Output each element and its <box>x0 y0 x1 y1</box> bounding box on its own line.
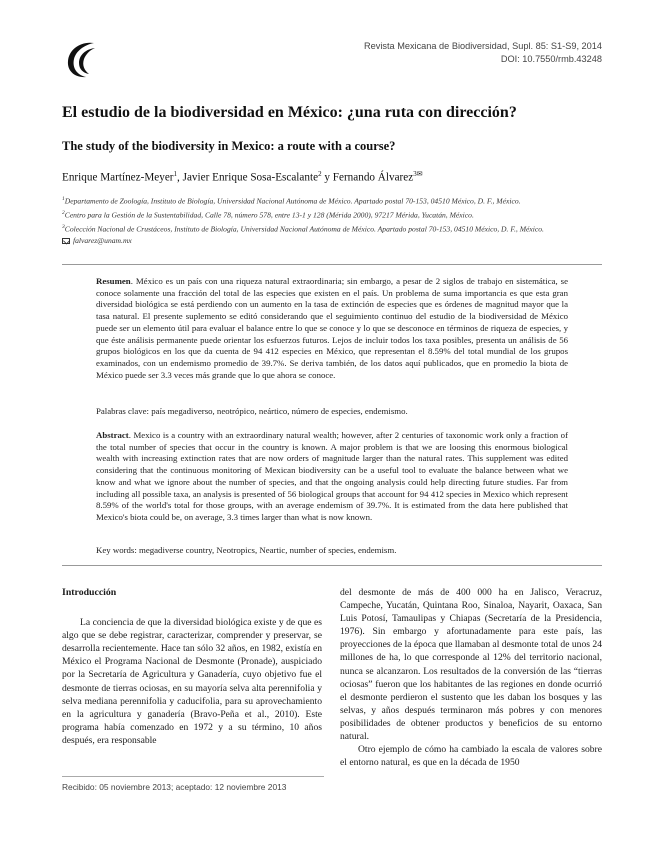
journal-citation: Revista Mexicana de Biodiversidad, Supl. 85: S1-S9, 2014 <box>364 41 602 51</box>
divider <box>62 264 602 265</box>
abstract-label: Abstract <box>96 430 129 440</box>
affiliations <box>62 194 602 246</box>
journal-header <box>364 40 602 65</box>
author-name: Fernando Álvarez <box>332 171 414 184</box>
affiliation-text: Departamento de Zoología, Instituto de Biología, Universidad Nacional Autónoma de México. Apartado postal 70-153, 04510 México, D. F., México. <box>64 196 521 206</box>
affiliation <box>62 208 602 221</box>
corresponding-email <box>62 236 602 246</box>
author-affiliation-mark: 1 <box>173 170 178 178</box>
author-affiliation-mark: 2 <box>318 170 322 178</box>
journal-doi: DOI: 10.7550/rmb.43248 <box>500 53 602 64</box>
affiliation-text: Colección Nacional de Crustáceos, Instituto de Biología, Universidad Nacional Autónoma de México. Apartado postal 70-153, 04510 México, D. F., México. <box>64 224 544 234</box>
resumen-paragraph <box>96 276 568 381</box>
author-name: Javier Enrique Sosa-Escalante <box>182 171 319 184</box>
divider <box>62 565 602 566</box>
key-words: Key words: megadiverse country, Neotropics, Neartic, number of species, endemism. <box>96 545 397 555</box>
author-list <box>62 170 602 184</box>
author-separator: y <box>321 171 333 184</box>
affiliation-text: Centro para la Gestión de la Sustentabilidad, Calle 78, número 578, entre 13-1 y 128 (Mérida 2000), 97217 Mérida, Yucatán, México. <box>64 210 474 220</box>
abstract-paragraph <box>96 430 568 524</box>
abstract-text: . Mexico is a country with an extraordinary natural wealth; however, after 2 centuries of taxonomic work only a fraction of the total number of species that occur in the country is known. A major problem is that we are loosing this enormous biological wealth with increasing extinction rates that are now orders of magnitude larger than the natural rates. This supplement was edited considering that the continuous monitoring of Mexican biodiversity can be a useful tool to evaluate the balance between what we know and what we ignore about the number of species, and that the ongoing analysis could help directing future studies. Far from including all possible taxa, an analysis is presented of 56 biological groups that account for 94 412 species in Mexico which represent 8.59% of the world's total for those groups, with an average endemism of 39.7%. It is estimated from the data here published that Mexico's biota could be, on average, 3.3 times larger than what is now known. <box>96 430 568 522</box>
resumen-text: . México es un país con una riqueza natural extraordinaria; sin embargo, a pesar de 2 siglos de trabajo en sistemática, se conoce solamente una fracción del total de las especies que existen en el país. Un problema de suma importancia es que esta gran diversidad biológica se está perdiendo con un aumento en la tasa de extinción de especies que es órdenes de magnitud mayor que la tasa natural. El presente suplemento se editó considerando que el seguimiento continuo del estudio de la biodiversidad de México puede ser un elemento útil para evaluar el balance entre lo que se conoce y lo que se desconoce en términos de riqueza de especies, y que éste análisis permanente puede orientar los esfuerzos futuros. Lejos de incluir todos los taxa posibles, presenta un análisis de 56 grupos biológicos en los que da cuenta de 94 412 especies en México, que representan el 8.59% del total mundial de los grupos examinados, con un endemismo promedio de 39.7%. Se deriva también, de los datos aquí publicados, que en promedio la biota de México puede ser 3.3 veces más grande que lo que ahora se conoce. <box>96 276 568 380</box>
title-spanish: El estudio de la biodiversidad en México: ¿una ruta con dirección? <box>62 104 517 121</box>
author-name: Enrique Martínez-Meyer <box>62 171 174 184</box>
body-column-right <box>340 586 602 769</box>
affiliation-number: 1 <box>62 196 65 202</box>
affiliation <box>62 222 602 235</box>
body-column-left <box>62 586 322 747</box>
email-link[interactable]: falvarez@unam.mx <box>73 235 132 245</box>
envelope-icon <box>62 238 70 244</box>
author-separator: , <box>177 171 183 184</box>
author-affiliation-mark: 3✉ <box>413 170 423 178</box>
title-english: The study of the biodiversity in Mexico: a route with a course? <box>62 139 396 153</box>
affiliation-number: 2 <box>62 209 65 216</box>
affiliation-number: 3 <box>62 223 65 230</box>
journal-logo-icon <box>64 40 100 80</box>
received-dates: Recibido: 05 noviembre 2013; aceptado: 12 noviembre 2013 <box>62 776 324 792</box>
body-paragraph: del desmonte de más de 400 000 ha en Jalisco, Veracruz, Campeche, Yucatán, Quintana Roo, Sinaloa, Nayarit, Oaxaca, San Luis Potosí, Tamaulipas y Chiapas (Secretaría de la Presidencia, 1976). Sin embargo y afortunadamente para este país, las proyecciones de la época que llamaban al desmonte total de unos 24 millones de ha, lo que corresponde al 12% del territorio nacional, nunca se alcanzaron. Los resultados de la conversión de las “tierras ociosas” fueron que los habitantes de las regiones en donde ocurrió el desmonte perdieron el sustento que les daban los bosques y las selvas, y años después terminaron más pobres y con menores posibilidades de obtener productos y beneficios de su entorno natural. <box>340 587 602 743</box>
body-paragraph: Otro ejemplo de cómo ha cambiado la escala de valores sobre el entorno natural, es que en la década de 1950 <box>340 744 602 769</box>
palabras-clave: Palabras clave: país megadiverso, neotrópico, neártico, número de especies, endemismo. <box>96 406 408 416</box>
section-heading: Introducción <box>62 587 117 598</box>
affiliation <box>62 194 602 207</box>
body-paragraph: La conciencia de que la diversidad biológica existe y de que es algo que se debe registrar, caracterizar, comprender y preservar, se desarrolla recientemente. Hace tan sólo 32 años, en 1982, existía en México el Programa Nacional de Desmonte (Pronade), auspiciado por la Secretaría de Agricultura y Ganadería, cuyo objetivo fue el desmonte de tierras ociosas, en su mayoría selva alta perennifolia y selva mediana perennifolia y caducifolia, para su aprovechamiento en la agricultura y ganadería (Bravo-Peña et al., 2010). Este programa había comenzado en 1972 y a su término, 10 años después, era responsable <box>62 617 322 746</box>
resumen-label: Resumen <box>96 276 131 286</box>
